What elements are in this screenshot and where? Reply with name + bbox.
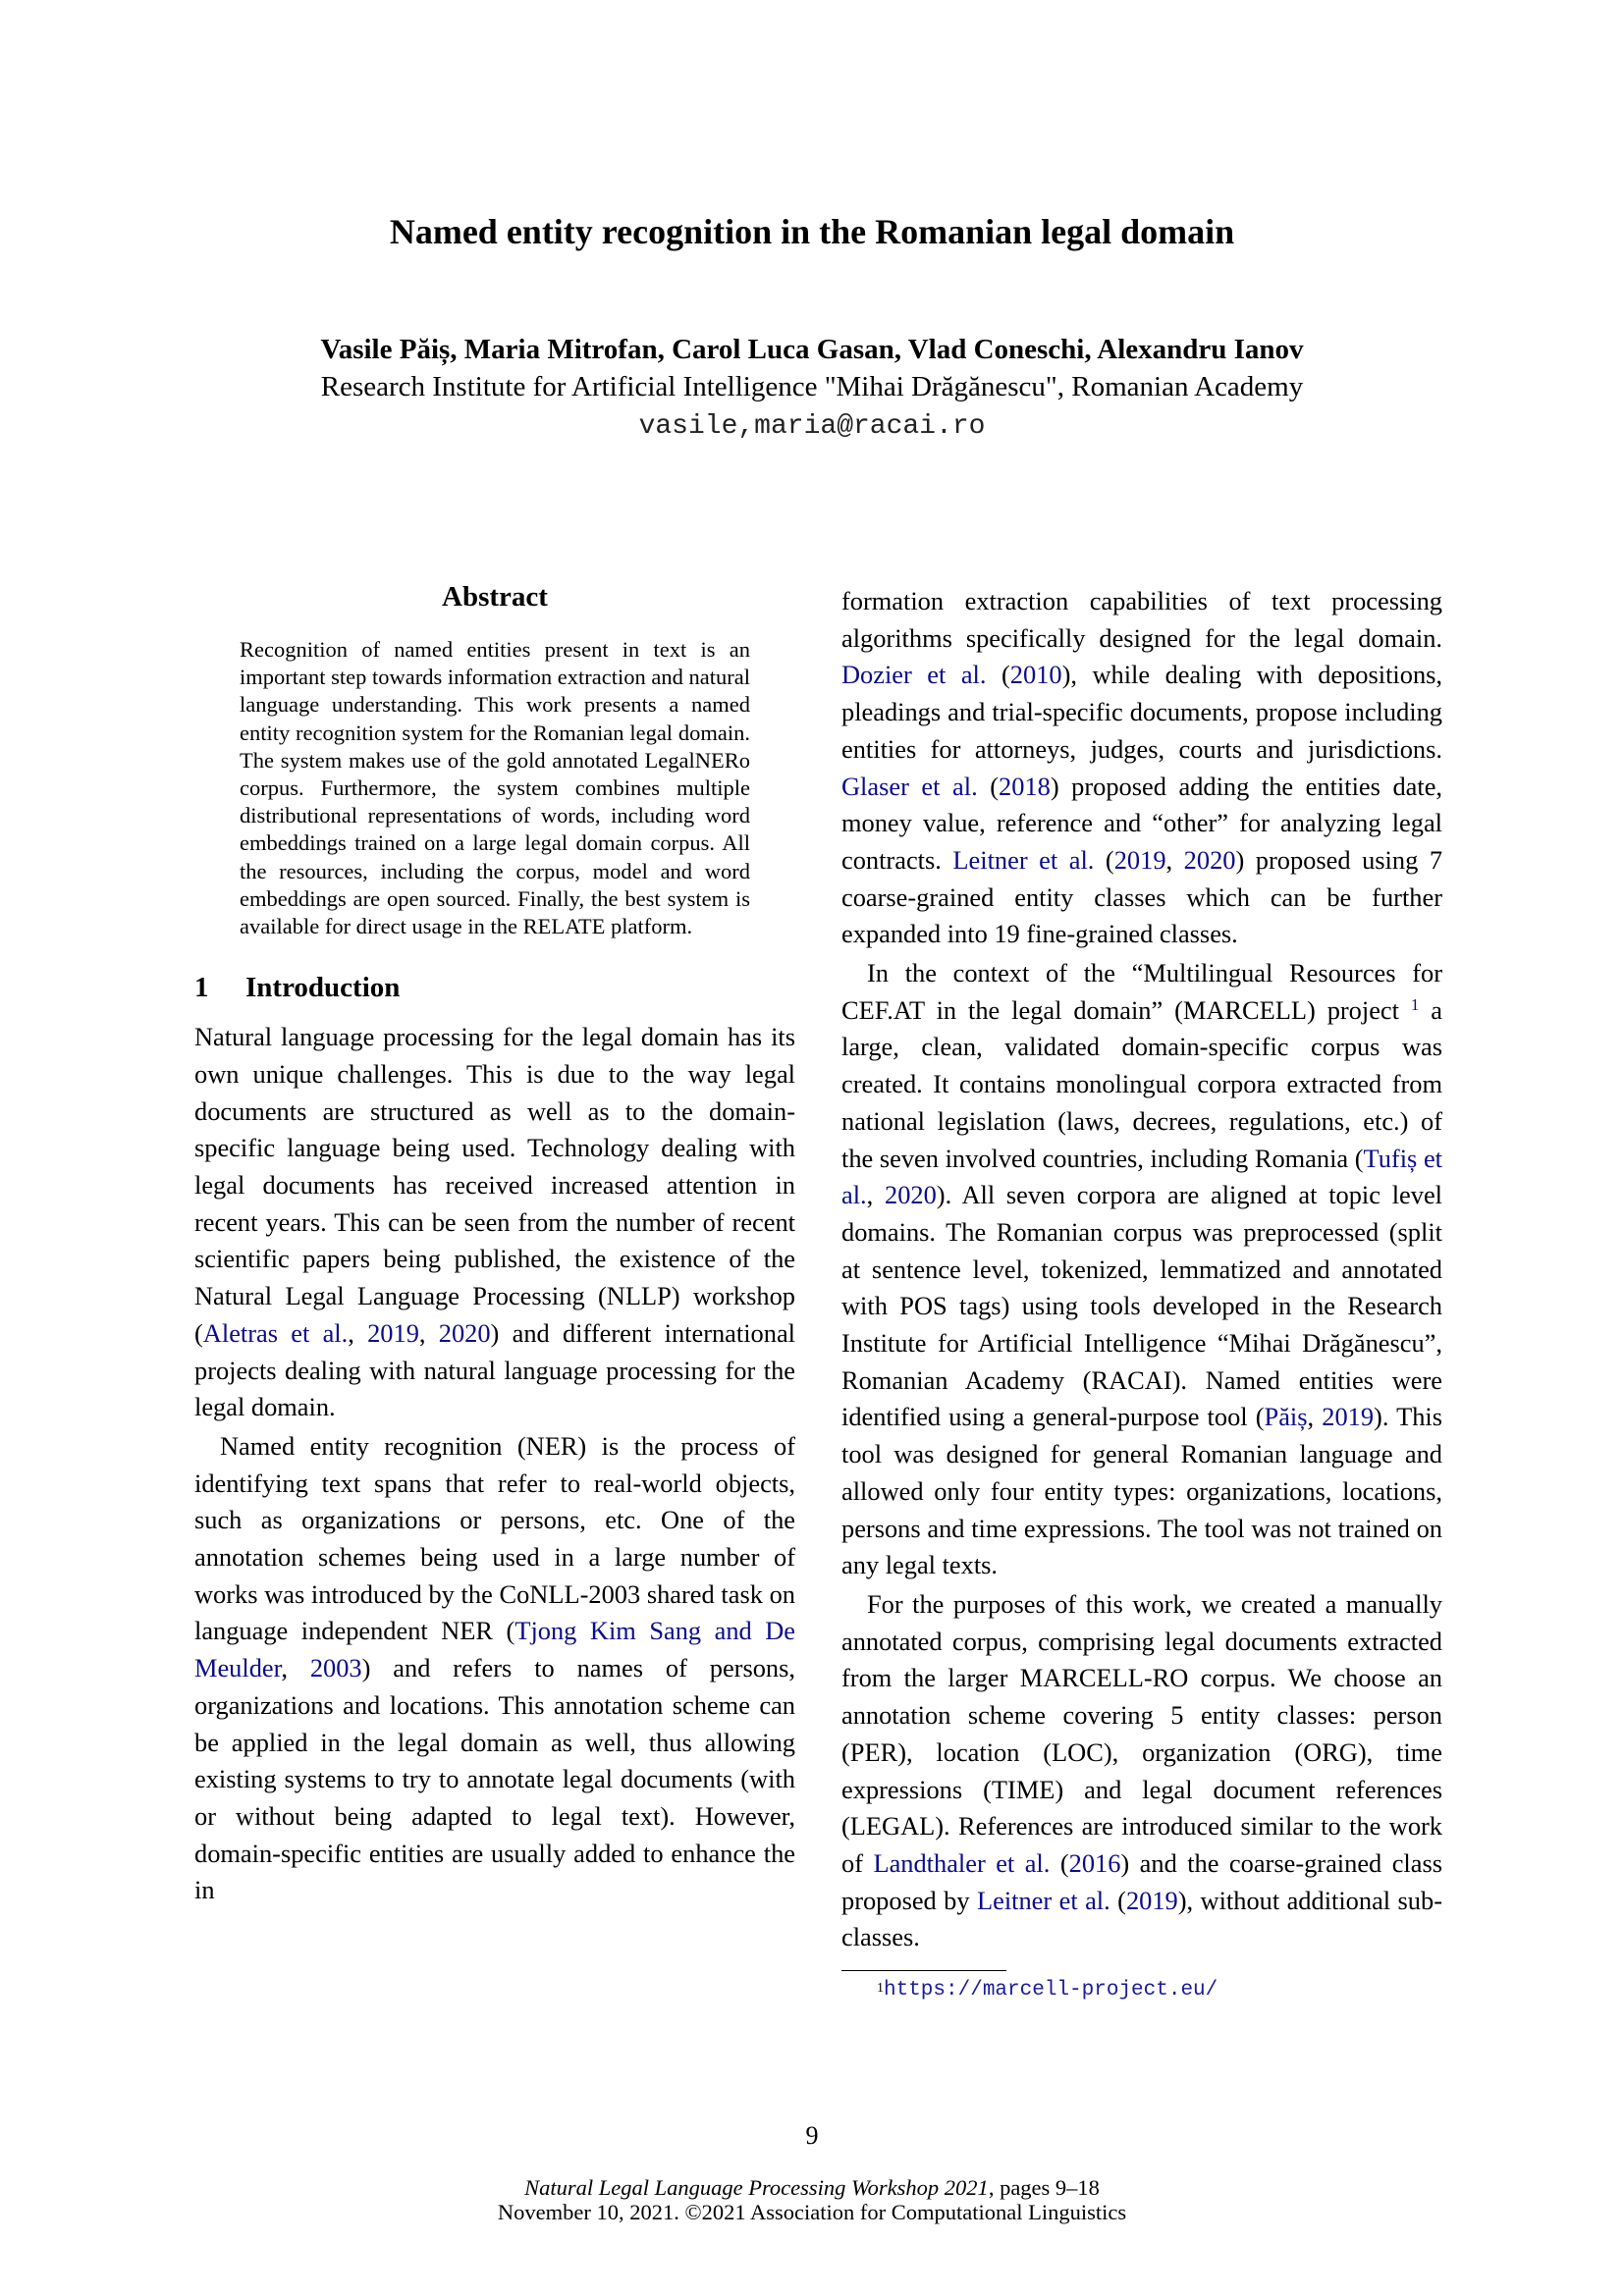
citation-link[interactable]: Leitner et al. bbox=[976, 1885, 1110, 1915]
citation-year-link[interactable]: 2016 bbox=[1068, 1847, 1121, 1878]
intro-paragraph-2-continued bbox=[841, 583, 1442, 953]
paragraph-text: , bbox=[281, 1653, 310, 1683]
intro-paragraph-3 bbox=[841, 955, 1442, 1584]
abstract-text: Recognition of named entities present in text is an important step towards information extraction and natural language understanding. This work presents a named entity recognition system for the Romanian legal domain. The system makes use of the gold annotated LegalNERo corpus. Furthermore, the system combines multiple distributional representations of words, including word embeddings trained on a large legal domain corpus. All the resources, including the corpus, model and word embeddings are open sourced. Finally, the best system is available for direct usage in the RELATE platform. bbox=[240, 637, 750, 939]
copyright-line: November 10, 2021. ©2021 Association for Computational Linguistics bbox=[497, 2200, 1127, 2224]
paragraph-text: ) and the coarse-grained class proposed by bbox=[841, 1847, 1442, 1915]
citation-year-link[interactable]: 2019 bbox=[1125, 1885, 1178, 1915]
citation-year-link[interactable]: 2010 bbox=[1009, 660, 1062, 690]
paragraph-text: ) proposed using 7 coarse-grained entity classes which can be further expanded into 19 fine-grained classes. bbox=[841, 844, 1443, 949]
citation-year-link[interactable]: 2019 bbox=[1113, 844, 1166, 875]
abstract-heading: Abstract bbox=[442, 581, 548, 613]
author-email[interactable]: vasile,maria@racai.ro bbox=[638, 411, 986, 442]
paragraph-text: ( bbox=[1110, 1885, 1126, 1915]
paragraph-text: , bbox=[418, 1317, 439, 1348]
citation-year-link[interactable]: 2019 bbox=[1322, 1402, 1375, 1432]
paragraph-text: ( bbox=[977, 771, 1000, 801]
paragraph-text: ). All seven corpora are aligned at topic level domains. The Romanian corpus was preprocessed (split at sentence level, tokenized, lemmatized and annotated with POS tags) using tools developed in the Research Institute for Artificial Intelligence “Mihai Drăgănescu”, Romanian Academy (RACAI). Named entities were identified using a general-purpose tool ( bbox=[841, 1180, 1442, 1432]
citation-link[interactable]: Aletras et al. bbox=[202, 1317, 349, 1348]
citation-year-link[interactable]: 2003 bbox=[309, 1653, 362, 1683]
intro-paragraph-4 bbox=[841, 1586, 1442, 1956]
section-heading-introduction bbox=[194, 970, 795, 1005]
paragraph-text: Named entity recognition (NER) is the process of identifying text spans that refer to real-world objects, such as organizations or persons, etc. One of the annotation schemes being used in a large number of works was introduced by the CoNLL-2003 shared task on language independent NER ( bbox=[194, 1430, 795, 1646]
paragraph-text: ( bbox=[1050, 1847, 1069, 1878]
citation-link[interactable]: Glaser et al. bbox=[841, 771, 978, 801]
section-title: Introduction bbox=[245, 972, 401, 1004]
citation-link[interactable]: Landthaler et al. bbox=[873, 1847, 1051, 1878]
paragraph-text: formation extraction capabilities of text processing algorithms specifically designed for the legal domain. bbox=[841, 586, 1442, 653]
paragraph-text: For the purposes of this work, we created a manually annotated corpus, comprising legal documents extracted from the larger MARCELL-RO corpus. We choose an annotation scheme covering 5 entity classes: person (PER), location (LOC), organization (ORG), time expressions (TIME) and legal document references (LEGAL). References are introduced similar to the work of bbox=[841, 1588, 1442, 1878]
paragraph-text: ), without additional sub-classes. bbox=[841, 1885, 1442, 1952]
paragraph-text: , bbox=[1165, 844, 1184, 875]
paragraph-text: ) and different international projects dealing with natural language processing for the legal domain. bbox=[194, 1317, 795, 1422]
footnote-number: 1 bbox=[877, 1981, 884, 1997]
citation-year-link[interactable]: 2019 bbox=[367, 1317, 419, 1348]
paragraph-text: ( bbox=[986, 660, 1010, 690]
venue-footer bbox=[0, 2175, 1624, 2224]
citation-year-link[interactable]: 2020 bbox=[885, 1180, 937, 1210]
paragraph-text: ) and refers to names of persons, organizations and locations. This annotation scheme can be applied in the legal domain as well, thus allowing existing systems to try to annotate legal documents (with or without being adapted to legal text). However, domain-specific entities are usually added to enhance the in bbox=[194, 1653, 795, 1905]
paragraph-text: In the context of the “Multilingual Resources for CEF.AT in the legal domain” (MARCELL) project bbox=[841, 958, 1442, 1025]
footnote-url-link[interactable]: https://marcell-project.eu/ bbox=[884, 1979, 1218, 2002]
paragraph-text: , bbox=[866, 1180, 885, 1210]
page-number: 9 bbox=[805, 2121, 819, 2150]
venue-line bbox=[0, 2175, 1624, 2200]
affiliation: Research Institute for Artificial Intelligence "Mihai Drăgănescu", Romanian Academy bbox=[320, 371, 1304, 402]
paragraph-text: ), while dealing with depositions, pleadings and trial-specific documents, propose including entities for attorneys, judges, courts and jurisdictions. bbox=[841, 660, 1443, 764]
intro-paragraph-2 bbox=[194, 1428, 795, 1909]
paragraph-text: , bbox=[1307, 1402, 1323, 1432]
citation-year-link[interactable]: 2018 bbox=[999, 771, 1051, 801]
venue-pages: , pages 9–18 bbox=[988, 2175, 1100, 2200]
section-number: 1 bbox=[194, 972, 209, 1004]
venue-name: Natural Legal Language Processing Workshop 2021 bbox=[524, 2175, 989, 2200]
paper-title: Named entity recognition in the Romanian legal domain bbox=[389, 212, 1235, 251]
paragraph-text: Natural language processing for the legal domain has its own unique challenges. This is due to the way legal documents are structured as well as to the domain-specific language being used. Technology dealing with legal documents has received increased attention in recent years. This can be seen from the number of recent scientific papers being published, the existence of the Natural Legal Language Processing (NLLP) workshop ( bbox=[194, 1022, 795, 1348]
citation-link[interactable]: Tufiș et al. bbox=[841, 1143, 1442, 1210]
paragraph-text: a large, clean, validated domain-specific corpus was created. It contains monolingual corpora extracted from national legislation (laws, decrees, regulations, etc.) of the seven involved countries, including Romania ( bbox=[841, 994, 1442, 1173]
footnote-marker-link[interactable]: 1 bbox=[1410, 994, 1420, 1014]
citation-year-link[interactable]: 2020 bbox=[438, 1317, 491, 1348]
right-column bbox=[841, 583, 1442, 2004]
citation-year-link[interactable]: 2020 bbox=[1183, 844, 1236, 875]
author-list: Vasile Păiș, Maria Mitrofan, Carol Luca Gasan, Vlad Coneschi, Alexandru Ianov bbox=[320, 334, 1304, 365]
paragraph-text: ) proposed adding the entities date, money value, reference and “other” for analyzing legal contracts. bbox=[841, 771, 1442, 875]
paragraph-text: , bbox=[348, 1317, 368, 1348]
intro-paragraph-1 bbox=[194, 1019, 795, 1426]
citation-link[interactable]: Leitner et al. bbox=[952, 844, 1095, 875]
paragraph-text: ( bbox=[1094, 844, 1114, 875]
citation-link[interactable]: Tjong Kim Sang and De Meulder bbox=[194, 1616, 796, 1683]
footnote-divider bbox=[841, 1970, 1006, 1971]
footnote bbox=[877, 1975, 1442, 2004]
left-column bbox=[194, 579, 795, 1909]
citation-link[interactable]: Păiș bbox=[1264, 1402, 1308, 1432]
paragraph-text: ). This tool was designed for general Romanian language and allowed only four entity types: organizations, locations, persons and time expressions. The tool was not trained on any legal texts. bbox=[841, 1402, 1442, 1580]
citation-link[interactable]: Dozier et al. bbox=[841, 660, 987, 690]
